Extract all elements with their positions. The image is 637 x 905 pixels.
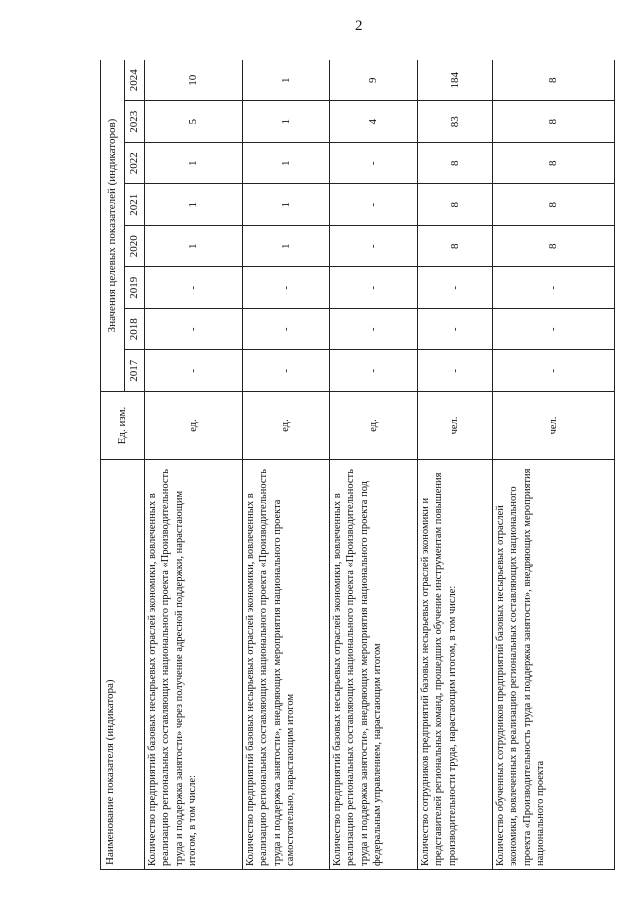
header-year: 2019: [125, 267, 145, 309]
indicator-name: Количество обученных сотрудников предприятий базовых несырьевых отраслей экономики, вовлеченных в реализацию региональных составляющих национального проекта «Производительность труда и поддержка занятости», внедряющих мероприятия национального проекта: [493, 460, 615, 870]
value-cell: 9: [330, 60, 418, 101]
value-cell: 10: [145, 60, 243, 101]
header-unit: Ед. изм.: [101, 392, 145, 460]
table-row: [145, 60, 243, 870]
header-year: 2023: [125, 101, 145, 143]
value-cell: 1: [243, 60, 330, 101]
indicator-unit: ед.: [243, 392, 330, 460]
value-cell: -: [243, 267, 330, 309]
header-year: 2018: [125, 309, 145, 351]
header-year: 2022: [125, 143, 145, 185]
value-cell: 8: [493, 226, 615, 268]
indicator-name: Количество сотрудников предприятий базовых несырьевых отраслей экономики и представителей региональных команд, прошедших обучение инструментам повышения производительности труда, нарастающим итогом, в том числе:: [418, 460, 493, 870]
value-cell: 1: [243, 101, 330, 143]
rotated-table: [100, 60, 615, 870]
value-cell: -: [243, 350, 330, 392]
value-cell: 8: [493, 101, 615, 143]
value-cell: 1: [145, 226, 243, 268]
value-cell: 5: [145, 101, 243, 143]
value-cell: 8: [418, 143, 493, 185]
indicator-name: Количество предприятий базовых несырьевых отраслей экономики, вовлеченных в реализацию региональных составляющих национального проекта «Производительность труда и поддержка занятости» через получение адресной поддержки, нарастающим итогом, в том числе:: [145, 460, 243, 870]
header-indicator-name: Наименование показателя (индикатора): [101, 460, 145, 870]
table-row: [330, 60, 418, 870]
value-cell: 8: [418, 226, 493, 268]
value-cell: -: [145, 267, 243, 309]
value-cell: 8: [493, 143, 615, 185]
value-cell: 83: [418, 101, 493, 143]
value-cell: 1: [243, 143, 330, 185]
value-cell: -: [493, 350, 615, 392]
value-cell: -: [330, 226, 418, 268]
value-cell: -: [330, 309, 418, 351]
table-row: [418, 60, 493, 870]
value-cell: -: [145, 350, 243, 392]
header-year: 2021: [125, 184, 145, 226]
value-cell: -: [145, 309, 243, 351]
value-cell: 4: [330, 101, 418, 143]
indicator-name: Количество предприятий базовых несырьевых отраслей экономики, вовлеченных в реализацию региональных составляющих национального проекта «Производительность труда и поддержка занятости», внедряющих мероприятия национального проекта самостоятельно, нарастающим итогом: [243, 460, 330, 870]
value-cell: 8: [418, 184, 493, 226]
indicator-name: Количество предприятий базовых несырьевых отраслей экономики, вовлеченных в реализацию региональных составляющих национального проекта «Производительность труда и поддержка занятости», внедряющих мероприятия национального проекта под федеральным управлением, нарастающим итогом: [330, 460, 418, 870]
value-cell: -: [330, 184, 418, 226]
value-cell: 1: [145, 143, 243, 185]
rotated-table-container: [100, 60, 615, 870]
value-cell: -: [493, 267, 615, 309]
value-cell: 8: [493, 60, 615, 101]
header-year: 2020: [125, 226, 145, 268]
indicator-unit: чел.: [418, 392, 493, 460]
value-cell: -: [493, 309, 615, 351]
indicator-unit: ед.: [145, 392, 243, 460]
value-cell: -: [330, 143, 418, 185]
value-cell: 184: [418, 60, 493, 101]
page-number: 2: [355, 18, 363, 34]
indicator-unit: ед.: [330, 392, 418, 460]
value-cell: 1: [145, 184, 243, 226]
header-year: 2024: [125, 60, 145, 101]
value-cell: -: [330, 350, 418, 392]
indicators-table: [100, 60, 615, 870]
header-year: 2017: [125, 350, 145, 392]
value-cell: -: [243, 309, 330, 351]
value-cell: -: [418, 267, 493, 309]
header-values-group: Значения целевых показателей (индикаторов): [101, 60, 125, 392]
value-cell: 1: [243, 226, 330, 268]
value-cell: 8: [493, 184, 615, 226]
value-cell: 1: [243, 184, 330, 226]
value-cell: -: [330, 267, 418, 309]
value-cell: -: [418, 309, 493, 351]
table-row: [243, 60, 330, 870]
table-row: [493, 60, 615, 870]
indicator-unit: чел.: [493, 392, 615, 460]
value-cell: -: [418, 350, 493, 392]
